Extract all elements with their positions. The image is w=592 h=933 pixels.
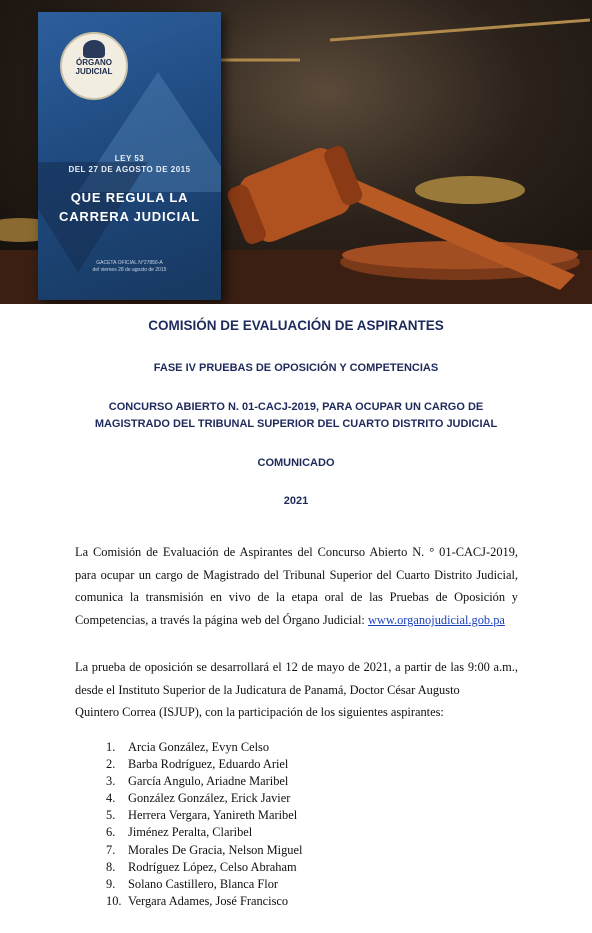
website-link[interactable]: www.organojudicial.gob.pa xyxy=(367,613,505,628)
gavel-head xyxy=(225,144,364,247)
list-item xyxy=(106,739,302,756)
communique-label: COMUNICADO xyxy=(257,457,335,469)
list-item xyxy=(106,756,302,773)
list-item-number: 5. xyxy=(106,808,116,823)
list-item-name: Rodríguez López, Celso Abraham xyxy=(128,859,297,874)
list-item-number: 3. xyxy=(106,774,116,789)
list-item-number: 2. xyxy=(106,757,116,772)
communique-year: 2021 xyxy=(283,495,309,507)
list-item xyxy=(106,859,302,876)
list-item-name: Solano Castillero, Blanca Flor xyxy=(128,876,279,891)
list-item xyxy=(106,824,302,841)
scale-pan-right xyxy=(415,176,525,204)
list-item-name: Barba Rodríguez, Eduardo Ariel xyxy=(128,757,289,772)
book-gazette-line1: GACETA OFICIAL N°27856-A xyxy=(96,260,163,266)
list-item-number: 7. xyxy=(106,842,116,857)
phase-title: FASE IV PRUEBAS DE OPOSICIÓN Y COMPETENCIAS xyxy=(153,362,439,374)
list-item-name: Arcia González, Evyn Celso xyxy=(128,740,270,754)
list-item-name: González González, Erick Javier xyxy=(128,791,291,806)
announcement-paragraph xyxy=(75,541,518,632)
list-item xyxy=(106,876,302,893)
commission-title: COMISIÓN DE EVALUACIÓN DE ASPIRANTES xyxy=(148,318,444,333)
law-book-cover xyxy=(38,12,221,300)
organo-judicial-seal xyxy=(60,32,128,100)
list-item xyxy=(106,790,302,807)
list-item-name: Herrera Vergara, Yanireth Maribel xyxy=(128,808,298,823)
list-item-name: García Angulo, Ariadne Maribel xyxy=(128,774,289,789)
book-title-line2: CARRERA JUDICIAL xyxy=(59,209,200,224)
list-item xyxy=(106,807,302,824)
list-item-number: 8. xyxy=(106,859,116,874)
contest-title-line1: CONCURSO ABIERTO N. 01-CACJ-2019, PARA OCUPAR UN CARGO DE xyxy=(108,401,484,413)
schedule-paragraph xyxy=(75,656,518,724)
schedule-text: La prueba de oposición se desarrollará el 12 de mayo de 2021, a partir de las 9:00 a.m., desde el Instituto Superior de la Judicatura de Panamá, Doctor César Augusto xyxy=(75,660,518,697)
list-item-name: Jiménez Peralta, Claribel xyxy=(128,825,253,840)
list-item-number: 6. xyxy=(106,825,116,840)
seal-emblem-icon xyxy=(83,40,105,58)
seal-text-line2: JUDICIAL xyxy=(75,67,113,76)
announcement-text: La Comisión de Evaluación de Aspirantes del Concurso Abierto N. ° 01-CACJ-2019, para ocupar un cargo de Magistrado del Tribunal Superior del Cuarto Distrito Judicial, comunica la transmisión en vivo de la etapa oral de las Pruebas de Oposición y Competencias, a través la página web del Órgano Judicial: xyxy=(75,545,518,628)
list-item-number: 9. xyxy=(106,876,116,891)
list-item xyxy=(106,773,302,790)
contest-title-line2: MAGISTRADO DEL TRIBUNAL SUPERIOR DEL CUARTO DISTRITO JUDICIAL xyxy=(94,418,498,430)
book-gazette-line2: del viernes 28 de agosto de 2015 xyxy=(92,267,167,273)
hero-image xyxy=(0,0,592,304)
list-item-name: Morales De Gracia, Nelson Miguel xyxy=(128,842,303,857)
book-law-number: LEY 53 xyxy=(114,154,145,163)
book-title-line1: QUE REGULA LA xyxy=(70,190,189,205)
candidates-list xyxy=(106,739,302,910)
list-item-number: 1. xyxy=(106,740,116,754)
list-item xyxy=(106,842,302,859)
list-item-name: Vergara Adames, José Francisco xyxy=(128,893,289,908)
list-item-number: 4. xyxy=(106,791,116,806)
schedule-text-last-line: Quintero Correa (ISJUP), con la participación de los siguientes aspirantes: xyxy=(75,705,444,720)
list-item xyxy=(106,893,302,910)
list-item-number: 10. xyxy=(106,893,122,908)
book-law-date: DEL 27 DE AGOSTO DE 2015 xyxy=(68,165,191,174)
seal-text-line1: ÓRGANO xyxy=(76,58,112,67)
